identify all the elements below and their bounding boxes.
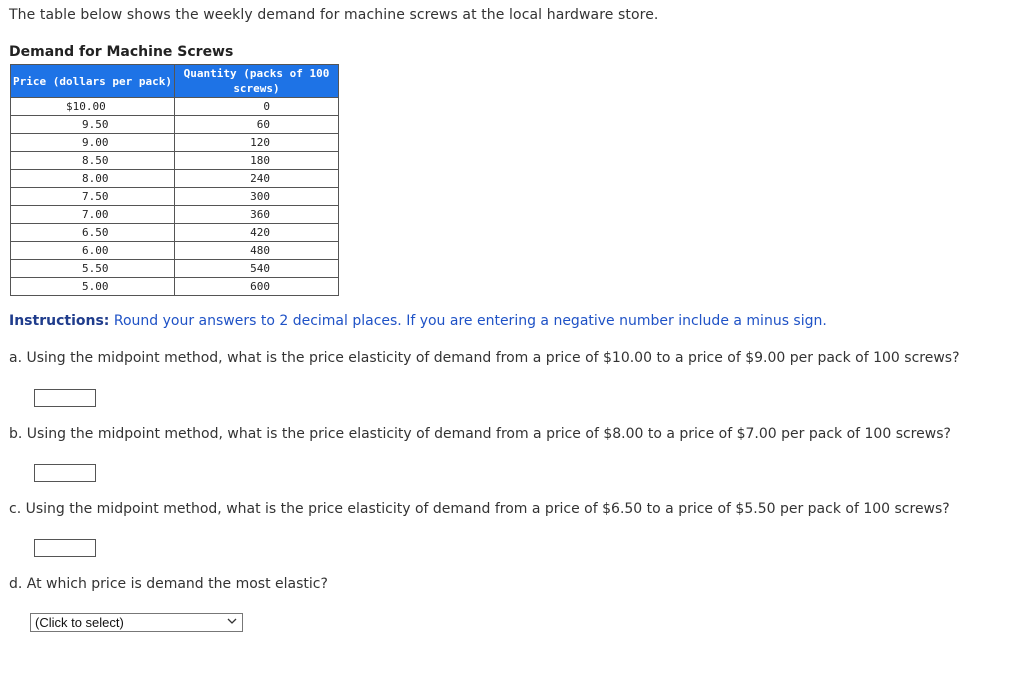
answer-b-input[interactable] (34, 464, 96, 482)
answer-a-input[interactable] (34, 389, 96, 407)
intro-text: The table below shows the weekly demand for machine screws at the local hardware store. (9, 7, 659, 23)
question-c: c. Using the midpoint method, what is the price elasticity of demand from a price of $6.50 to a price of $5.50 per pack of 100 screws? (9, 501, 950, 517)
price-cell: $10.00 (11, 98, 175, 116)
table-row (11, 152, 339, 170)
quantity-cell: 420 (175, 224, 339, 242)
table-row (11, 116, 339, 134)
question-a: a. Using the midpoint method, what is the price elasticity of demand from a price of $10.00 to a price of $9.00 per pack of 100 screws? (9, 350, 960, 366)
table-row (11, 98, 339, 116)
demand-table (10, 64, 339, 296)
header-quantity: Quantity (packs of 100 screws) (175, 65, 339, 98)
chevron-down-icon (227, 616, 237, 626)
quantity-cell: 360 (175, 206, 339, 224)
table-row (11, 224, 339, 242)
table-row (11, 260, 339, 278)
table-header-row (11, 65, 339, 98)
instructions (9, 313, 827, 329)
question-d: d. At which price is demand the most elastic? (9, 576, 328, 592)
quantity-cell: 60 (175, 116, 339, 134)
quantity-cell: 600 (175, 278, 339, 296)
quantity-cell: 240 (175, 170, 339, 188)
table-row (11, 170, 339, 188)
price-cell: 5.50 (11, 260, 175, 278)
table-row (11, 134, 339, 152)
quantity-cell: 480 (175, 242, 339, 260)
dropdown-selected-value: (Click to select) (35, 615, 124, 630)
price-cell: 8.50 (11, 152, 175, 170)
price-cell: 6.00 (11, 242, 175, 260)
table-row (11, 188, 339, 206)
instructions-text: Round your answers to 2 decimal places. If you are entering a negative number include a minus sign. (113, 313, 827, 329)
quantity-cell: 120 (175, 134, 339, 152)
price-select-dropdown[interactable] (30, 613, 243, 632)
price-cell: 9.00 (11, 134, 175, 152)
table-row (11, 242, 339, 260)
table-row (11, 206, 339, 224)
header-price: Price (dollars per pack) (11, 65, 175, 98)
price-cell: 7.00 (11, 206, 175, 224)
question-b: b. Using the midpoint method, what is the price elasticity of demand from a price of $8.00 to a price of $7.00 per pack of 100 screws? (9, 426, 951, 442)
price-cell: 9.50 (11, 116, 175, 134)
price-cell: 7.50 (11, 188, 175, 206)
price-cell: 8.00 (11, 170, 175, 188)
price-cell: 5.00 (11, 278, 175, 296)
table-row (11, 278, 339, 296)
quantity-cell: 180 (175, 152, 339, 170)
quantity-cell: 0 (175, 98, 339, 116)
price-cell: 6.50 (11, 224, 175, 242)
answer-c-input[interactable] (34, 539, 96, 557)
quantity-cell: 540 (175, 260, 339, 278)
instructions-label: Instructions: (9, 313, 110, 329)
table-title: Demand for Machine Screws (9, 44, 234, 60)
quantity-cell: 300 (175, 188, 339, 206)
